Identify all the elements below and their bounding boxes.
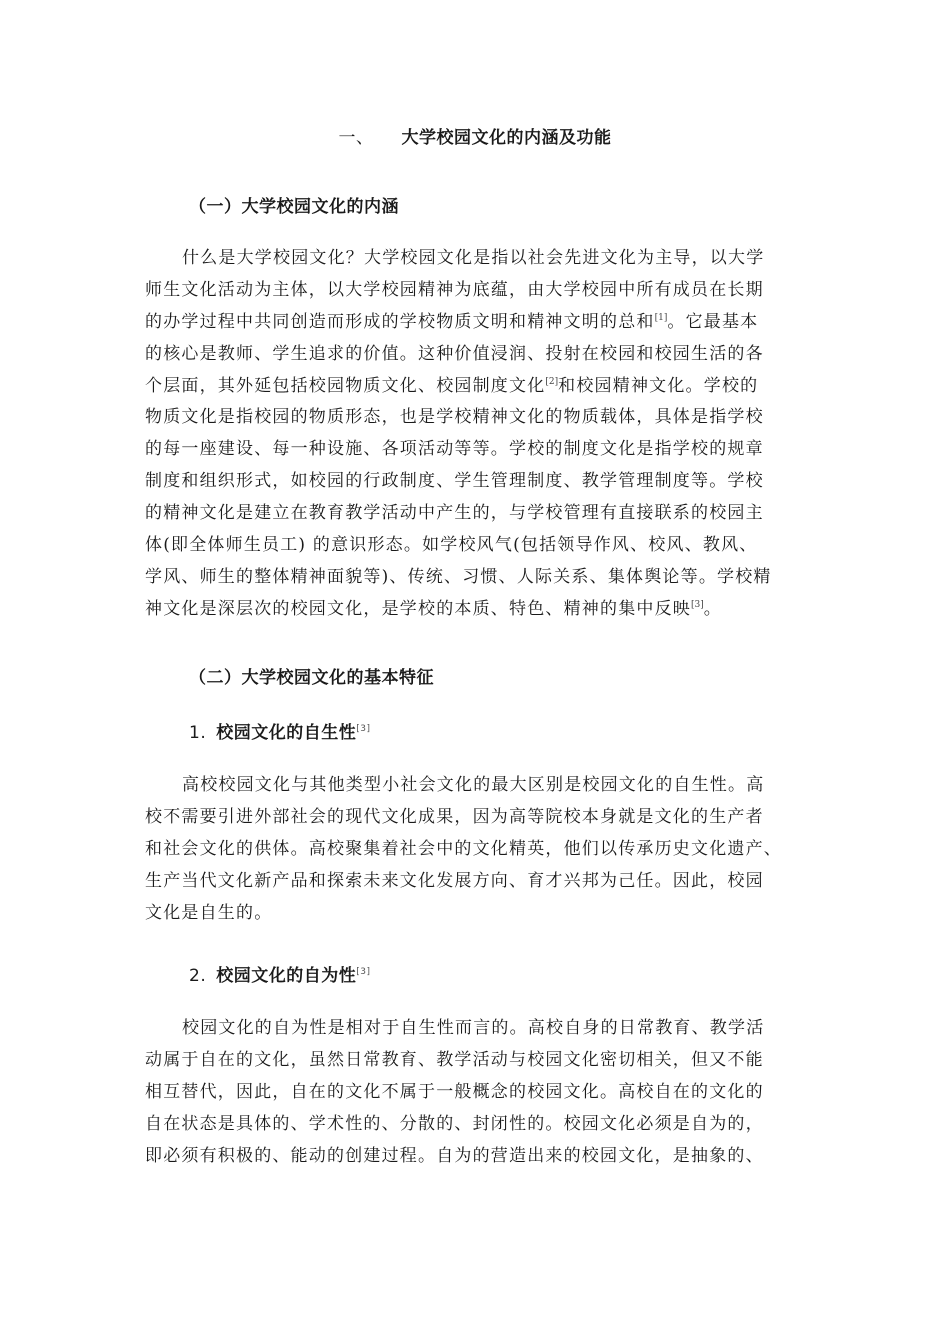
paragraph-line: 校园文化的自为性是相对于自生性而言的。高校自身的日常教育、教学活 bbox=[182, 1018, 765, 1038]
subsection-heading-2: （二）大学校园文化的基本特征 bbox=[189, 668, 434, 688]
line-text: 和校园精神文化。学校的 bbox=[558, 375, 759, 396]
paragraph-line bbox=[145, 307, 805, 339]
paragraph-line: 即必须有积极的、能动的创建过程。自为的营造出来的校园文化，是抽象的、 bbox=[145, 1145, 764, 1166]
paragraph-line: 高校校园文化与其他类型小社会文化的最大区别是校园文化的自生性。高 bbox=[182, 775, 765, 795]
item-number: 2. bbox=[189, 966, 207, 986]
paragraph-line: 的精神文化是建立在教育教学活动中产生的，与学校管理有直接联系的校园主 bbox=[145, 503, 764, 524]
paragraph-2 bbox=[145, 770, 805, 929]
item-title: 校园文化的自生性 bbox=[216, 723, 357, 743]
paragraph-line: 物质文化是指校园的物质形态，也是学校精神文化的物质载体，具体是指学校 bbox=[145, 407, 764, 428]
item-heading-1 bbox=[189, 718, 370, 743]
item-number: 1. bbox=[189, 723, 207, 743]
line-text: 。 bbox=[703, 598, 722, 619]
paragraph-line: 和社会文化的供体。高校聚集着社会中的文化精英，他们以传承历史文化遗产、 bbox=[145, 838, 782, 859]
paragraph-line: 相互替代，因此，自在的文化不属于一般概念的校园文化。高校自在的文化的 bbox=[145, 1081, 764, 1102]
item-title: 校园文化的自为性 bbox=[216, 966, 357, 986]
paragraph-line: 文化是自生的。 bbox=[145, 902, 273, 923]
paragraph-line: 体(即全体师生员工) 的意识形态。如学校风气(包括领导作风、校风、教风、 bbox=[145, 535, 758, 556]
paragraph-line: 的核心是教师、学生追求的价值。这种价值浸润、投射在校园和校园生活的各 bbox=[145, 343, 764, 364]
paragraph-line: 的每一座建设、每一种设施、各项活动等等。学校的制度文化是指学校的规章 bbox=[145, 439, 764, 460]
citation-ref: [1] bbox=[654, 312, 668, 323]
paragraph-line bbox=[145, 594, 805, 626]
citation-ref: [3] bbox=[356, 724, 371, 734]
section-title: 大学校园文化的内涵及功能 bbox=[401, 128, 612, 148]
paragraph-line: 什么是大学校园文化？大学校园文化是指以社会先进文化为主导，以大学 bbox=[182, 248, 765, 268]
citation-ref: [3] bbox=[356, 967, 371, 977]
subsection-heading-1: （一）大学校园文化的内涵 bbox=[189, 197, 399, 217]
citation-ref: [2] bbox=[545, 376, 559, 387]
paragraph-1 bbox=[145, 243, 805, 626]
paragraph-line: 校不需要引进外部社会的现代文化成果，因为高等院校本身就是文化的生产者 bbox=[145, 806, 764, 827]
section-heading bbox=[0, 123, 950, 148]
citation-ref: [3] bbox=[691, 599, 704, 610]
paragraph-line: 学风、师生的整体精神面貌等)、传统、习惯、人际关系、集体舆论等。学校精 bbox=[145, 566, 772, 587]
line-text: 的办学过程中共同创造而形成的学校物质文明和精神文明的总和 bbox=[145, 311, 655, 332]
item-heading-2 bbox=[189, 961, 370, 986]
line-text: 神文化是深层次的校园文化，是学校的本质、特色、精神的集中反映 bbox=[145, 598, 691, 619]
paragraph-line: 动属于自在的文化，虽然日常教育、教学活动与校园文化密切相关，但又不能 bbox=[145, 1049, 764, 1070]
paragraph-line: 制度和组织形式，如校园的行政制度、学生管理制度、教学管理制度等。学校 bbox=[145, 471, 764, 492]
paragraph-line bbox=[145, 371, 805, 403]
paragraph-line: 生产当代文化新产品和探索未来文化发展方向、育才兴邦为己任。因此，校园 bbox=[145, 870, 764, 891]
section-number: 一、 bbox=[338, 128, 374, 148]
line-text: 。它最基本 bbox=[667, 311, 759, 332]
line-text: 个层面，其外延包括校园物质文化、校园制度文化 bbox=[145, 375, 546, 396]
paragraph-line: 自在状态是具体的、学术性的、分散的、封闭性的。校园文化必须是自为的， bbox=[145, 1113, 764, 1134]
paragraph-3 bbox=[145, 1013, 805, 1172]
paragraph-line: 师生文化活动为主体，以大学校园精神为底蕴，由大学校园中所有成员在长期 bbox=[145, 279, 764, 300]
